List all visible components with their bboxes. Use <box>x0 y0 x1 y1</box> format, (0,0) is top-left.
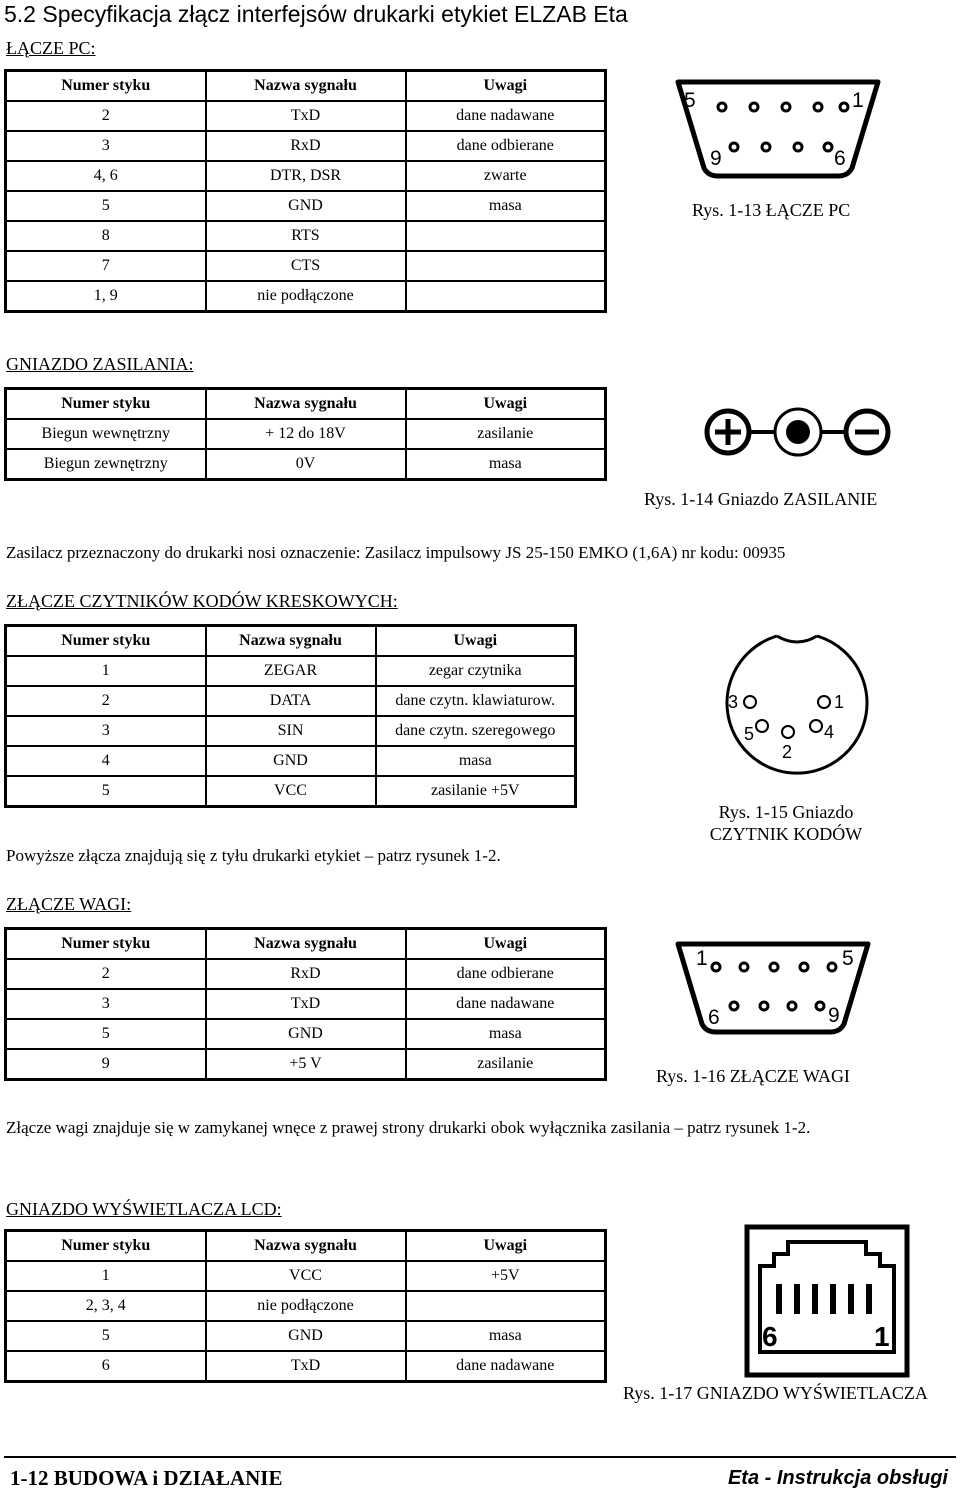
table-row <box>6 191 606 221</box>
table-row <box>6 776 576 807</box>
power-pin-table <box>4 387 607 481</box>
table-row <box>6 101 606 131</box>
signal-name-cell: VCC <box>206 1261 406 1291</box>
header-cell: Numer styku <box>6 1231 206 1262</box>
remarks-cell: zasilanie <box>406 1049 606 1080</box>
header-cell: Nazwa sygnału <box>206 929 406 960</box>
signal-name-cell: RxD <box>206 959 406 989</box>
table-row <box>6 1049 606 1080</box>
remarks-cell: +5V <box>406 1261 606 1291</box>
pin-number-cell: Biegun wewnętrzny <box>6 419 206 449</box>
pin-label: 6 <box>762 1321 778 1352</box>
table-header-row <box>6 389 606 420</box>
table-header-row <box>6 929 606 960</box>
pin-number-cell: 6 <box>6 1351 206 1382</box>
table-row <box>6 281 606 312</box>
header-cell: Numer styku <box>6 626 206 657</box>
header-cell: Nazwa sygnału <box>206 626 376 657</box>
pin-label: 5 <box>744 724 755 744</box>
signal-name-cell: GND <box>206 1321 406 1351</box>
signal-name-cell: GND <box>206 191 406 221</box>
pin-label: 3 <box>728 692 739 712</box>
remarks-cell: zegar czytnika <box>376 656 576 686</box>
connector-key <box>777 636 817 642</box>
remarks-cell: dane nadawane <box>406 1351 606 1382</box>
signal-name-cell: 0V <box>206 449 406 480</box>
table-row <box>6 419 606 449</box>
remarks-cell: masa <box>406 1019 606 1049</box>
table-row <box>6 449 606 480</box>
table-row <box>6 131 606 161</box>
minus-icon <box>846 411 888 453</box>
rj12-lcd-socket-diagram <box>744 1224 910 1378</box>
header-cell: Nazwa sygnału <box>206 1231 406 1262</box>
header-cell: Uwagi <box>406 71 606 102</box>
pin-label: 4 <box>824 722 835 742</box>
signal-name-cell: CTS <box>206 251 406 281</box>
signal-name-cell: RTS <box>206 221 406 251</box>
remarks-cell <box>406 281 606 312</box>
section-heading-scale: ZŁĄCZE WAGI: <box>6 894 132 914</box>
connector-shell <box>678 82 878 176</box>
table-row <box>6 746 576 776</box>
remarks-cell: dane odbierane <box>406 131 606 161</box>
pin-number-cell: 3 <box>6 131 206 161</box>
db9-scale-connector-diagram <box>672 938 874 1038</box>
figure-caption-line: Rys. 1-15 Gniazdo <box>718 802 854 822</box>
pin-number-cell: 4 <box>6 746 206 776</box>
pin-number-cell: Biegun zewnętrzny <box>6 449 206 480</box>
signal-name-cell: VCC <box>206 776 376 807</box>
signal-name-cell: GND <box>206 1019 406 1049</box>
remarks-cell: zasilanie <box>406 419 606 449</box>
signal-name-cell: TxD <box>206 101 406 131</box>
section-heading-power: GNIAZDO ZASILANIA: <box>6 354 194 374</box>
pin-label: 9 <box>710 147 722 170</box>
table-row <box>6 686 576 716</box>
remarks-cell <box>406 251 606 281</box>
pin-number-cell: 3 <box>6 989 206 1019</box>
pin-label: 5 <box>684 89 696 112</box>
table-row <box>6 1291 606 1321</box>
pin-number-cell: 4, 6 <box>6 161 206 191</box>
signal-name-cell: RxD <box>206 131 406 161</box>
table-header-row <box>6 626 576 657</box>
connectors-location-note: Powyższe złącza znajdują się z tyłu drukarki etykiet – patrz rysunek 1-2. <box>6 846 501 865</box>
din5-barcode-connector-diagram <box>720 628 870 788</box>
pin-number-cell: 7 <box>6 251 206 281</box>
pin-label: 1 <box>874 1321 890 1352</box>
pin-number-cell: 8 <box>6 221 206 251</box>
center-pin-icon <box>775 409 821 455</box>
socket-contacts <box>776 1284 872 1314</box>
table-header-row <box>6 71 606 102</box>
signal-name-cell: GND <box>206 746 376 776</box>
table-row <box>6 161 606 191</box>
figure-caption: Rys. 1-13 ŁĄCZE PC <box>692 200 851 220</box>
signal-name-cell: ZEGAR <box>206 656 376 686</box>
connector-pins <box>718 103 848 151</box>
scale-pin-table <box>4 927 607 1081</box>
table-row <box>6 1321 606 1351</box>
header-cell: Numer styku <box>6 71 206 102</box>
remarks-cell: masa <box>406 191 606 221</box>
figure-caption: Rys. 1-16 ZŁĄCZE WAGI <box>656 1066 850 1086</box>
remarks-cell: dane czytn. klawiaturow. <box>376 686 576 716</box>
table-row <box>6 1019 606 1049</box>
header-cell: Uwagi <box>376 626 576 657</box>
pin-number-cell: 2, 3, 4 <box>6 1291 206 1321</box>
pin-number-cell: 5 <box>6 1019 206 1049</box>
header-cell: Numer styku <box>6 389 206 420</box>
signal-name-cell: + 12 do 18V <box>206 419 406 449</box>
figure-caption: Rys. 1-14 Gniazdo ZASILANIE <box>644 489 878 509</box>
remarks-cell: dane odbierane <box>406 959 606 989</box>
pin-label: 1 <box>834 692 845 712</box>
pin-number-cell: 1, 9 <box>6 281 206 312</box>
table-row <box>6 1351 606 1382</box>
remarks-cell: dane nadawane <box>406 101 606 131</box>
table-row <box>6 251 606 281</box>
connector-shell <box>727 636 867 773</box>
signal-name-cell: nie podłączone <box>206 1291 406 1321</box>
pin-number-cell: 1 <box>6 656 206 686</box>
footer-rule <box>4 1456 956 1458</box>
remarks-cell: dane czytn. szeregowego <box>376 716 576 746</box>
lcd-pin-table <box>4 1229 607 1383</box>
figure-caption <box>700 801 872 845</box>
header-cell: Numer styku <box>6 929 206 960</box>
figure-caption: Rys. 1-17 GNIAZDO WYŚWIETLACZA <box>623 1383 928 1403</box>
signal-name-cell: SIN <box>206 716 376 746</box>
signal-name-cell: TxD <box>206 989 406 1019</box>
power-polarity-diagram <box>700 404 896 460</box>
pin-number-cell: 5 <box>6 1321 206 1351</box>
pin-label: 1 <box>852 89 864 112</box>
table-row <box>6 959 606 989</box>
table-row <box>6 656 576 686</box>
footer-chapter: 1-12 BUDOWA i DZIAŁANIE <box>10 1466 283 1490</box>
pin-number-cell: 2 <box>6 959 206 989</box>
pin-label: 5 <box>842 947 854 970</box>
remarks-cell: masa <box>406 449 606 480</box>
section-heading-pc: ŁĄCZE PC: <box>6 38 96 58</box>
pin-label: 6 <box>834 147 846 170</box>
pin-number-cell: 5 <box>6 191 206 221</box>
footer-manual-title: Eta - Instrukcja obsługi <box>727 1467 948 1489</box>
header-cell: Uwagi <box>406 389 606 420</box>
db9-pc-connector-diagram <box>672 76 884 180</box>
signal-name-cell: DTR, DSR <box>206 161 406 191</box>
header-cell: Uwagi <box>406 929 606 960</box>
pin-number-cell: 2 <box>6 101 206 131</box>
remarks-cell: zasilanie +5V <box>376 776 576 807</box>
section-heading-barcode: ZŁĄCZE CZYTNIKÓW KODÓW KRESKOWYCH: <box>6 591 398 611</box>
signal-name-cell: +5 V <box>206 1049 406 1080</box>
pin-number-cell: 9 <box>6 1049 206 1080</box>
signal-name-cell: TxD <box>206 1351 406 1382</box>
remarks-cell <box>406 1291 606 1321</box>
table-row <box>6 1261 606 1291</box>
remarks-cell: zwarte <box>406 161 606 191</box>
signal-name-cell: DATA <box>206 686 376 716</box>
barcode-pin-table <box>4 624 577 808</box>
plus-icon <box>707 411 749 453</box>
connector-pins <box>744 696 830 738</box>
remarks-cell: masa <box>406 1321 606 1351</box>
header-cell: Nazwa sygnału <box>206 71 406 102</box>
pin-number-cell: 1 <box>6 1261 206 1291</box>
figure-caption-line: CZYTNIK KODÓW <box>709 824 863 844</box>
pc-pin-table <box>4 69 607 313</box>
header-cell: Nazwa sygnału <box>206 389 406 420</box>
table-row <box>6 716 576 746</box>
pin-label: 6 <box>708 1006 720 1029</box>
section-heading-lcd: GNIAZDO WYŚWIETLACZA LCD: <box>6 1199 282 1219</box>
scale-location-note: Złącze wagi znajduje się w zamykanej wnęce z prawej strony drukarki obok wyłącznika zasilania – patrz rysunek 1-2. <box>6 1118 811 1137</box>
remarks-cell: dane nadawane <box>406 989 606 1019</box>
remarks-cell: masa <box>376 746 576 776</box>
pin-label: 2 <box>782 742 793 762</box>
header-cell: Uwagi <box>406 1231 606 1262</box>
page-title: 5.2 Specyfikacja złącz interfejsów drukarki etykiet ELZAB Eta <box>4 1 628 27</box>
pin-number-cell: 2 <box>6 686 206 716</box>
table-header-row <box>6 1231 606 1262</box>
pin-label: 9 <box>828 1004 840 1027</box>
connector-pins <box>712 963 836 1010</box>
table-row <box>6 221 606 251</box>
pin-number-cell: 5 <box>6 776 206 807</box>
signal-name-cell: nie podłączone <box>206 281 406 312</box>
table-row <box>6 989 606 1019</box>
pin-label: 1 <box>696 947 708 970</box>
power-supply-note: Zasilacz przeznaczony do drukarki nosi oznaczenie: Zasilacz impulsowy JS 25-150 EMKO (1,6A) nr kodu: 00935 <box>6 543 786 562</box>
remarks-cell <box>406 221 606 251</box>
pin-number-cell: 3 <box>6 716 206 746</box>
